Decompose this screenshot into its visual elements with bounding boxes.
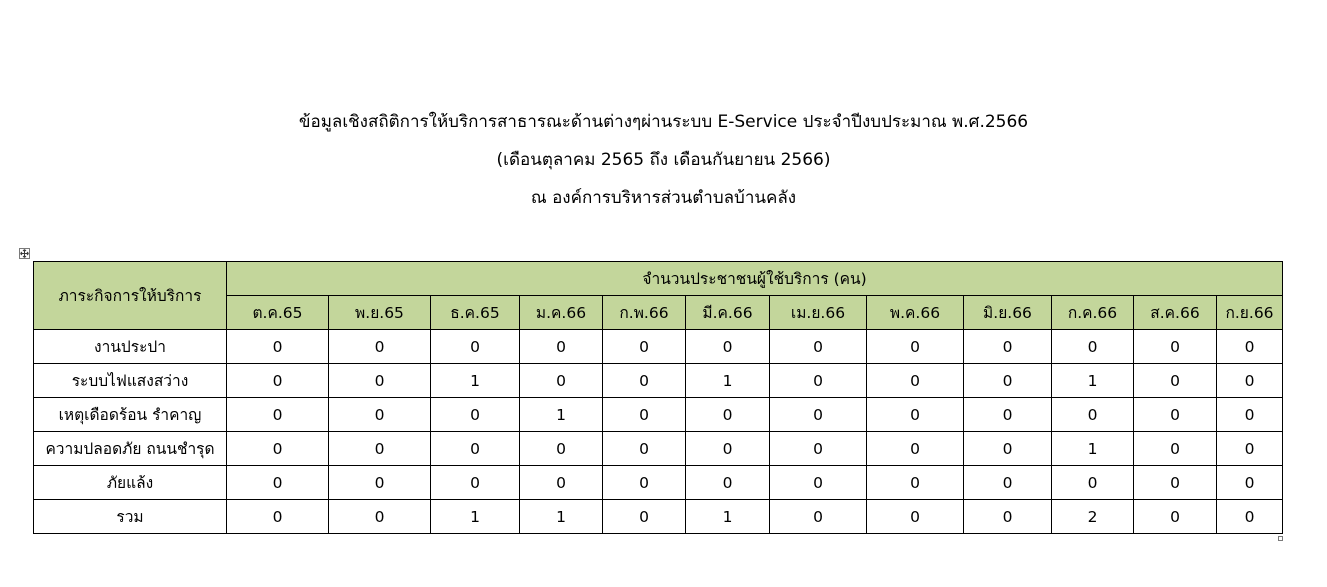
table-cell-count: 0 — [770, 466, 867, 500]
table-cell-count: 0 — [770, 432, 867, 466]
table-cell-count: 1 — [431, 500, 520, 534]
table-resize-handle-icon[interactable] — [1278, 536, 1283, 541]
header-service-users-count: จำนวนประชาชนผู้ใช้บริการ (คน) — [227, 262, 1283, 296]
table-cell-count: 0 — [1217, 330, 1283, 364]
table-cell-count: 0 — [770, 398, 867, 432]
table-cell-count: 0 — [686, 330, 770, 364]
table-cell-count: 0 — [1134, 500, 1217, 534]
table-cell-count: 2 — [1052, 500, 1134, 534]
table-cell-count: 0 — [603, 364, 686, 398]
header-month: พ.ค.66 — [867, 296, 964, 330]
table-cell-count: 0 — [770, 500, 867, 534]
table-row — [34, 500, 1283, 534]
table-cell-count: 0 — [431, 432, 520, 466]
header-month: เม.ย.66 — [770, 296, 867, 330]
table-cell-count: 0 — [964, 364, 1052, 398]
row-label-total: รวม — [34, 500, 227, 534]
table-cell-count: 0 — [1134, 398, 1217, 432]
table-move-handle-icon[interactable] — [19, 248, 30, 259]
table-cell-count: 0 — [686, 432, 770, 466]
table-cell-count: 0 — [431, 466, 520, 500]
document-subtitle-period: (เดือนตุลาคม 2565 ถึง เดือนกันยายน 2566) — [496, 150, 831, 170]
table-cell-count: 0 — [227, 364, 329, 398]
table-cell-count: 0 — [1134, 364, 1217, 398]
table-cell-count: 0 — [964, 432, 1052, 466]
header-month: ก.พ.66 — [603, 296, 686, 330]
table-cell-count: 1 — [686, 364, 770, 398]
table-cell-count: 0 — [1134, 330, 1217, 364]
header-mission: ภาระกิจการให้บริการ — [34, 262, 227, 330]
table-cell-count: 0 — [329, 432, 431, 466]
table-cell-count: 1 — [520, 500, 603, 534]
table-cell-count: 0 — [1052, 398, 1134, 432]
table-cell-count: 1 — [1052, 432, 1134, 466]
row-label-mission: เหตุเดือดร้อน รำคาญ — [34, 398, 227, 432]
table-cell-count: 0 — [1217, 500, 1283, 534]
header-month: มี.ค.66 — [686, 296, 770, 330]
table-cell-count: 0 — [867, 500, 964, 534]
header-month: ก.ย.66 — [1217, 296, 1283, 330]
table-cell-count: 0 — [867, 330, 964, 364]
row-label-mission: ภัยแล้ง — [34, 466, 227, 500]
table-cell-count: 0 — [603, 466, 686, 500]
table-cell-count: 0 — [227, 330, 329, 364]
table-cell-count: 0 — [603, 330, 686, 364]
table-cell-count: 0 — [227, 398, 329, 432]
table-cell-count: 0 — [329, 398, 431, 432]
table-cell-count: 0 — [227, 466, 329, 500]
table-cell-count: 1 — [431, 364, 520, 398]
row-label-mission: งานประปา — [34, 330, 227, 364]
table-cell-count: 0 — [964, 500, 1052, 534]
table-row — [34, 432, 1283, 466]
header-month: ส.ค.66 — [1134, 296, 1217, 330]
table-row — [34, 364, 1283, 398]
header-month: ธ.ค.65 — [431, 296, 520, 330]
table-row — [34, 330, 1283, 364]
header-month: มิ.ย.66 — [964, 296, 1052, 330]
table-cell-count: 0 — [1217, 432, 1283, 466]
table-cell-count: 0 — [1052, 466, 1134, 500]
table-cell-count: 0 — [686, 466, 770, 500]
header-month: ต.ค.65 — [227, 296, 329, 330]
table-cell-count: 0 — [520, 432, 603, 466]
row-label-mission: ความปลอดภัย ถนนชำรุด — [34, 432, 227, 466]
table-cell-count: 0 — [770, 364, 867, 398]
table-cell-count: 0 — [770, 330, 867, 364]
table-cell-count: 0 — [867, 398, 964, 432]
table-cell-count: 0 — [329, 466, 431, 500]
document-title: ข้อมูลเชิงสถิติการให้บริการสาธารณะด้านต่างๆผ่านระบบ E-Service ประจำปีงบประมาณ พ.ศ.2566 — [298, 112, 1029, 132]
table-cell-count: 0 — [964, 398, 1052, 432]
document-subtitle-organization: ณ องค์การบริหารส่วนตำบลบ้านคลัง — [530, 188, 797, 208]
table-cell-count: 1 — [1052, 364, 1134, 398]
table-cell-count: 1 — [520, 398, 603, 432]
service-statistics-table — [33, 261, 1283, 534]
header-month: พ.ย.65 — [329, 296, 431, 330]
table-cell-count: 0 — [1134, 432, 1217, 466]
table-cell-count: 0 — [603, 432, 686, 466]
table-cell-count: 0 — [227, 432, 329, 466]
table-cell-count: 0 — [227, 500, 329, 534]
table-cell-count: 0 — [520, 364, 603, 398]
table-cell-count: 0 — [867, 364, 964, 398]
table-cell-count: 0 — [329, 500, 431, 534]
header-month: ม.ค.66 — [520, 296, 603, 330]
table-cell-count: 0 — [603, 398, 686, 432]
table-cell-count: 0 — [329, 364, 431, 398]
table-cell-count: 0 — [867, 466, 964, 500]
table-cell-count: 0 — [603, 500, 686, 534]
table-cell-count: 0 — [964, 466, 1052, 500]
table-body — [34, 330, 1283, 534]
table-cell-count: 0 — [1052, 330, 1134, 364]
table-row — [34, 398, 1283, 432]
table-cell-count: 0 — [329, 330, 431, 364]
table-cell-count: 0 — [867, 432, 964, 466]
table-cell-count: 0 — [686, 398, 770, 432]
table-cell-count: 0 — [1217, 364, 1283, 398]
table-cell-count: 0 — [1217, 398, 1283, 432]
header-month: ก.ค.66 — [1052, 296, 1134, 330]
table-cell-count: 0 — [1134, 466, 1217, 500]
table-cell-count: 0 — [431, 398, 520, 432]
table-cell-count: 0 — [431, 330, 520, 364]
table-cell-count: 1 — [686, 500, 770, 534]
table-cell-count: 0 — [520, 466, 603, 500]
table-row — [34, 466, 1283, 500]
row-label-mission: ระบบไฟแสงสว่าง — [34, 364, 227, 398]
table-cell-count: 0 — [520, 330, 603, 364]
table-cell-count: 0 — [1217, 466, 1283, 500]
table-cell-count: 0 — [964, 330, 1052, 364]
